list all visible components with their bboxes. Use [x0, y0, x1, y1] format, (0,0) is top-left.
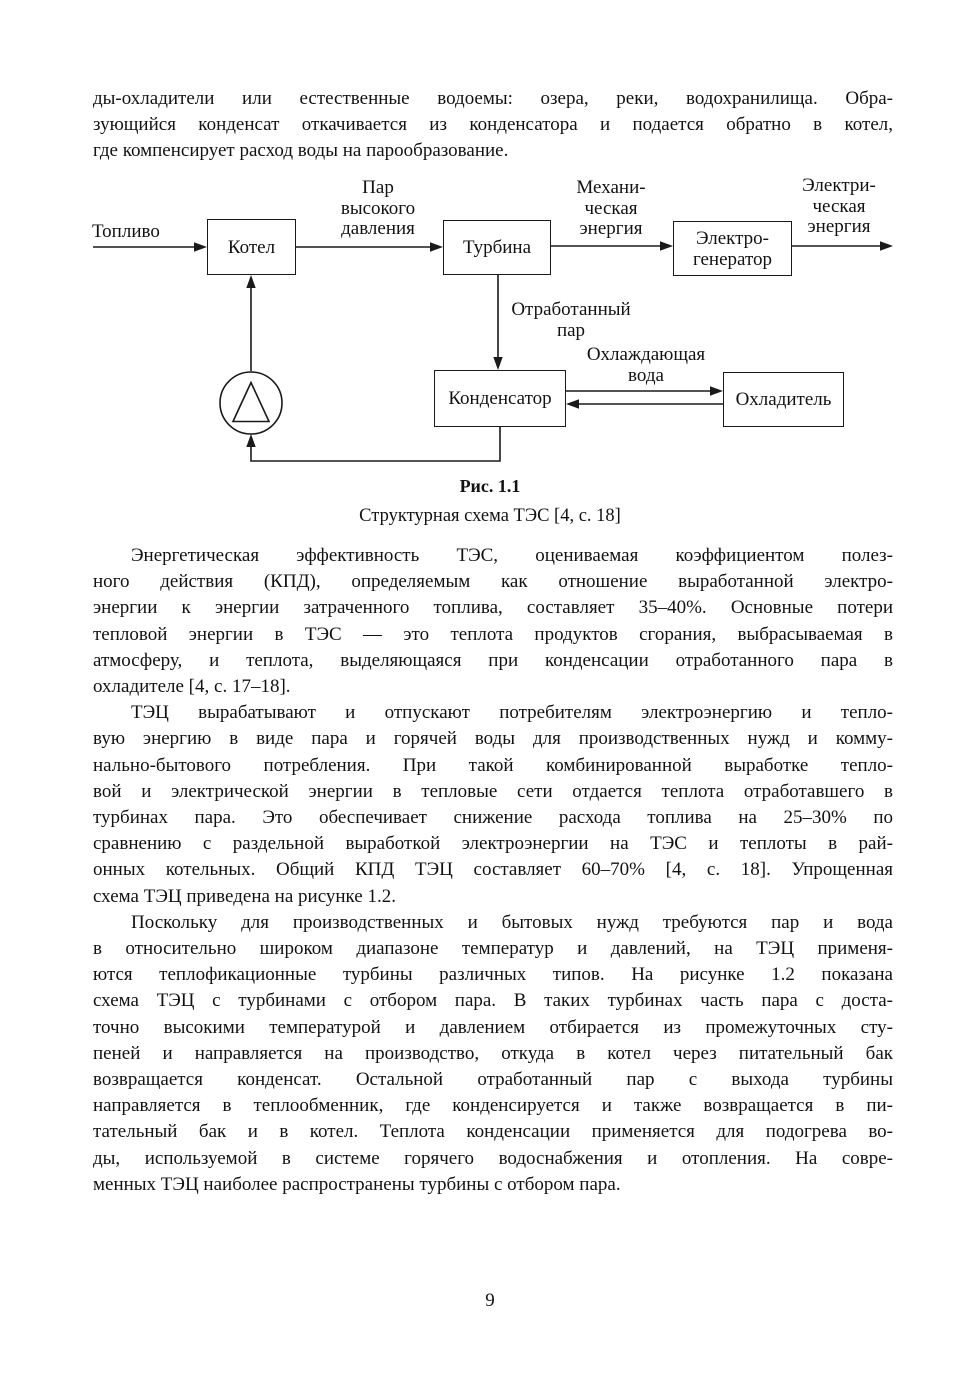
text-line: схема ТЭЦ приведена на рисунке 1.2. [93, 885, 396, 907]
text-line: направляется в теплообменник, где конденсируется и также возвращается в пи- [93, 1095, 893, 1117]
pump-symbol [220, 372, 282, 434]
text-line: тательный бак и в котел. Теплота конденсации применяется для подогрева во- [93, 1121, 893, 1143]
text-line: ются теплофикационные турбины различных типов. На рисунке 1.2 показана [93, 964, 893, 986]
mechanical-energy-label: Механи- ческая энергия [576, 177, 646, 239]
text-line: ды, используемой в системе горячего водоснабжения и отопления. На совре- [93, 1147, 893, 1169]
text-line: Поскольку для производственных и бытовых нужд требуются пар и вода [131, 911, 893, 933]
feedwater-line [246, 275, 255, 371]
text-line: ного действия (КПД), определяемым как отношение выработанной электро- [93, 571, 893, 593]
exhaust-steam-label: Отработанный пар [511, 299, 631, 341]
condensate-return-line [246, 427, 500, 461]
electrical-energy-label: Электри- ческая энергия [802, 175, 876, 237]
figure-caption-text: Структурная схема ТЭС [4, с. 18] [359, 506, 621, 526]
electrical-energy-arrow [792, 241, 893, 250]
cooling-water-return-arrow [566, 399, 723, 408]
steam-label: Пар высокого давления [340, 177, 416, 239]
text-line: менных ТЭЦ наиболее распространены турбины с отбором пара. [93, 1173, 621, 1195]
text-line: атмосферу, и теплота, выделяющаяся при конденсации отработанного пара в [93, 649, 893, 671]
boiler-box [207, 219, 296, 275]
text-line: тепловой энергии в ТЭС — это теплота продуктов сгорания, выбрасываемая в [93, 623, 893, 645]
turbine-box [443, 220, 551, 275]
fuel-arrow [93, 242, 207, 251]
text-line: точно высокими температурой и давлением отбирается из промежуточных сту- [93, 1016, 893, 1038]
cooler-label: Охладитель [735, 389, 832, 410]
fuel-label: Топливо [92, 221, 160, 242]
paragraph [93, 910, 893, 1198]
body-paragraphs [93, 543, 893, 1198]
text-line: турбинах пара. Это обеспечивает снижение расхода топлива на 25–30% по [93, 807, 893, 829]
cooling-water-label: Охлаждающая вода [586, 344, 706, 386]
text-line: Энергетическая эффективность ТЭС, оцениваемая коэффициентом полез- [131, 545, 893, 566]
page-number: 9 [485, 1290, 495, 1311]
boiler-label: Котел [227, 236, 276, 258]
figure-diagram [0, 170, 980, 470]
figure-caption-number: Рис. 1.1 [459, 476, 521, 496]
text-line: схема ТЭЦ с турбинами с отбором пара. В таких турбинах часть пара с доста- [93, 990, 893, 1012]
text-line: энергии к энергии затраченного топлива, составляет 35–40%. Основные потери [93, 597, 893, 619]
condenser-box [434, 370, 566, 427]
paragraph [93, 543, 893, 700]
text-line: сравнению с раздельной выработкой электроэнергии на ТЭС и теплоты в рай- [93, 833, 893, 855]
text-line: возвращается конденсат. Остальной отработанный пар с выхода турбины [93, 1069, 893, 1091]
turbine-label: Турбина [462, 237, 532, 258]
text-line: зующийся конденсат откачивается из конденсатора и подается обратно в котел, [93, 114, 893, 136]
generator-label: Электро- генератор [692, 227, 773, 270]
steam-arrow [296, 242, 443, 251]
text-line: ды-охладители или естественные водоемы: озера, реки, водохранилища. Обра- [93, 88, 893, 109]
text-line: вую энергию в виде пара и горячей воды для производственных нужд и комму- [93, 728, 893, 750]
paragraph [93, 700, 893, 910]
text-line: онных котельных. Общий КПД ТЭЦ составляет 60–70% [4, с. 18]. Упрощенная [93, 859, 893, 881]
text-line: нально-бытового потребления. При такой комбинированной выработке тепло- [93, 754, 893, 776]
mechanical-energy-arrow [551, 241, 673, 250]
cooler-box [723, 372, 844, 427]
text-line: охладителе [4, с. 17–18]. [93, 676, 291, 698]
condenser-label: Конденсатор [448, 388, 552, 409]
text-line: в относительно широком диапазоне температур и давлений, на ТЭЦ применя- [93, 938, 893, 960]
intro-paragraph [93, 86, 893, 165]
text-line: где компенсирует расход воды на парообразование. [93, 140, 509, 162]
text-line: ТЭЦ вырабатывают и отпускают потребителям электроэнергию и тепло- [131, 702, 893, 724]
text-line: пеней и направляется на производство, откуда в котел через питательный бак [93, 1042, 893, 1064]
cooling-water-out-arrow [566, 386, 723, 395]
text-line: вой и электрической энергии в тепловые сети отдается теплота отработавшего в [93, 780, 893, 802]
